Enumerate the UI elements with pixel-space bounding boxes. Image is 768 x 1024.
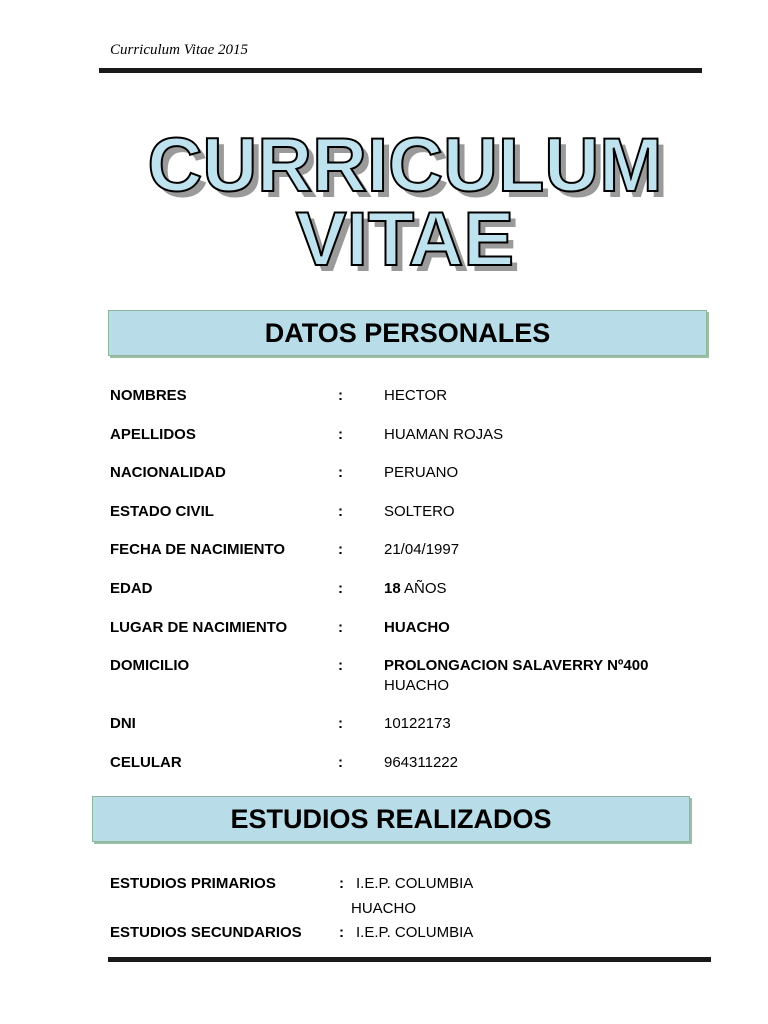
study-colon: : bbox=[339, 924, 344, 941]
field-value-estado-civil: SOLTERO bbox=[384, 503, 455, 520]
field-colon: : bbox=[338, 619, 343, 636]
age-unit: AÑOS bbox=[400, 580, 447, 597]
field-label-nacionalidad: NACIONALIDAD bbox=[110, 464, 226, 481]
field-label-domicilio: DOMICILIO bbox=[110, 657, 190, 674]
age-number: 18 bbox=[384, 580, 401, 597]
field-colon: : bbox=[338, 657, 343, 674]
study-value-primary-city: HUACHO bbox=[351, 900, 417, 917]
field-value-nombres: HECTOR bbox=[384, 387, 448, 404]
field-value-edad bbox=[384, 580, 447, 597]
field-label-lugar-nacimiento: LUGAR DE NACIMIENTO bbox=[110, 619, 288, 636]
field-value-nacionalidad: PERUANO bbox=[384, 464, 459, 481]
study-label-primary: ESTUDIOS PRIMARIOS bbox=[110, 875, 276, 892]
field-colon: : bbox=[338, 715, 343, 732]
field-value-celular: 964311222 bbox=[384, 754, 458, 771]
field-colon: : bbox=[338, 387, 343, 404]
field-label-dni: DNI bbox=[110, 715, 136, 732]
field-value-domicilio-city: HUACHO bbox=[384, 677, 450, 694]
field-value-lugar-nacimiento: HUACHO bbox=[384, 619, 450, 636]
page-header: Curriculum Vitae 2015 bbox=[110, 42, 249, 58]
field-colon: : bbox=[338, 754, 343, 771]
title-line-1: CURRICULUM bbox=[147, 123, 663, 208]
study-label-secondary: ESTUDIOS SECUNDARIOS bbox=[110, 924, 302, 941]
field-label-estado-civil: ESTADO CIVIL bbox=[110, 503, 214, 520]
header-rule bbox=[99, 68, 702, 73]
field-colon: : bbox=[338, 464, 343, 481]
field-label-edad: EDAD bbox=[110, 580, 153, 597]
section-heading-personal: DATOS PERSONALES bbox=[108, 310, 707, 356]
study-value-secondary: I.E.P. COLUMBIA bbox=[356, 924, 474, 941]
field-label-fecha-nacimiento: FECHA DE NACIMIENTO bbox=[110, 541, 286, 558]
title-line-2: VITAE bbox=[295, 197, 515, 282]
section-heading-studies: ESTUDIOS REALIZADOS bbox=[92, 796, 690, 842]
study-colon: : bbox=[339, 875, 344, 892]
field-label-apellidos: APELLIDOS bbox=[110, 426, 196, 443]
footer-rule bbox=[108, 957, 711, 962]
field-colon: : bbox=[338, 426, 343, 443]
field-colon: : bbox=[338, 580, 343, 597]
field-label-nombres: NOMBRES bbox=[110, 387, 187, 404]
field-value-apellidos: HUAMAN ROJAS bbox=[384, 426, 504, 443]
field-value-fecha-nacimiento: 21/04/1997 bbox=[384, 541, 460, 558]
field-colon: : bbox=[338, 541, 343, 558]
field-label-celular: CELULAR bbox=[110, 754, 182, 771]
field-value-domicilio: PROLONGACION SALAVERRY Nº400 bbox=[384, 657, 649, 674]
study-value-primary: I.E.P. COLUMBIA bbox=[356, 875, 474, 892]
field-colon: : bbox=[338, 503, 343, 520]
field-value-dni: 10122173 bbox=[384, 715, 451, 732]
